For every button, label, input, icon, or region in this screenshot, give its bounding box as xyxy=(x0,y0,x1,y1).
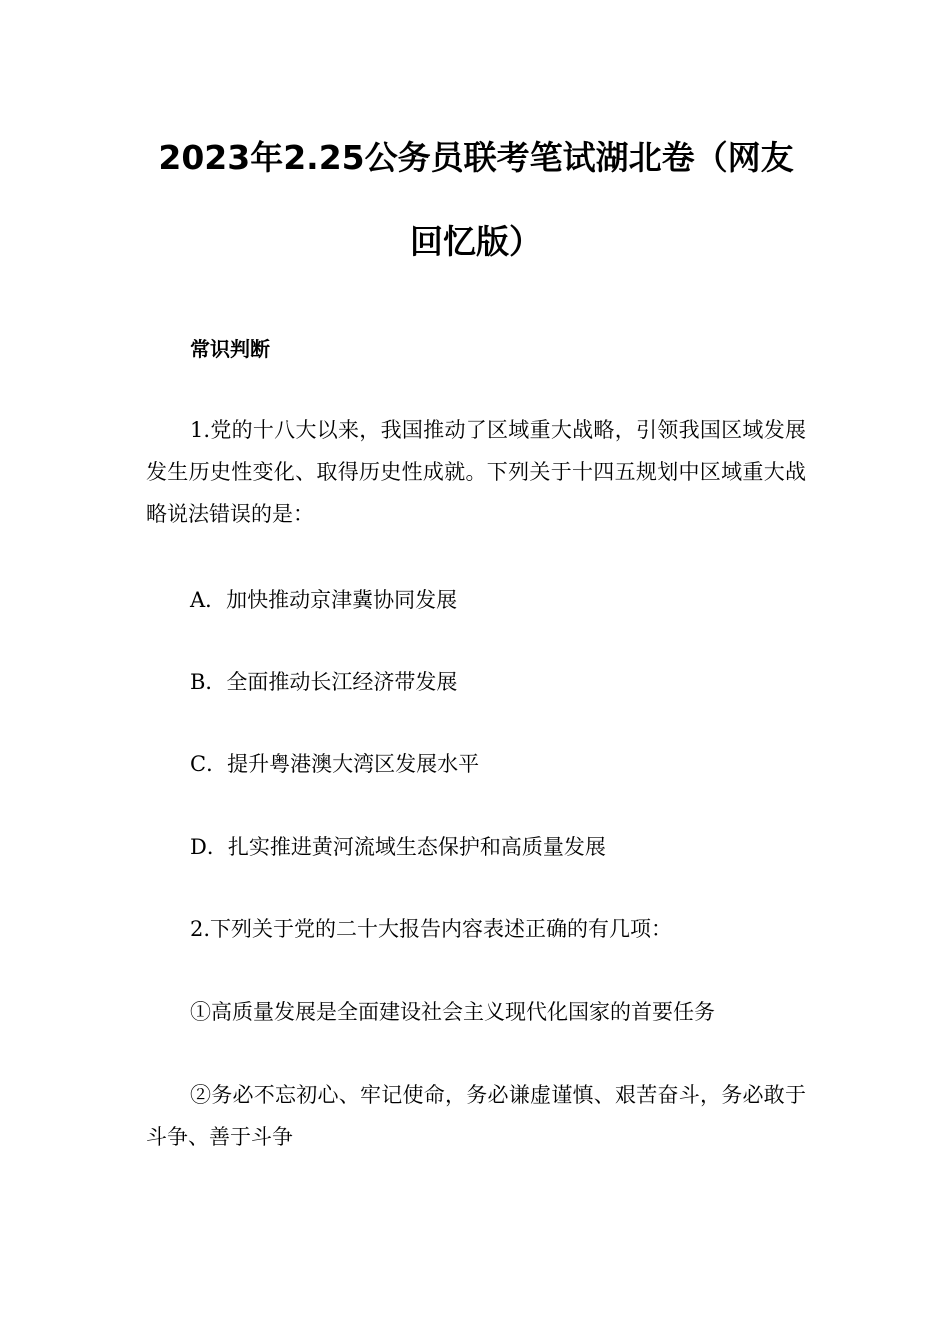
question-2-item-1: ①高质量发展是全面建设社会主义现代化国家的首要任务 xyxy=(190,1000,715,1024)
question-1-option-c: C．提升粤港澳大湾区发展水平 xyxy=(190,752,480,776)
document-title-line-2: 回忆版） xyxy=(410,222,542,261)
question-1-option-b: B．全面推动长江经济带发展 xyxy=(190,670,458,694)
question-2-stem: 2.下列关于党的二十大报告内容表述正确的有几项： xyxy=(190,917,673,941)
section-heading: 常识判断 xyxy=(190,337,270,361)
question-1-option-a: A．加快推动京津冀协同发展 xyxy=(190,588,458,612)
question-1-option-d: D．扎实推进黄河流域生态保护和高质量发展 xyxy=(190,835,606,859)
document-title-line-1: 2023年2.25公务员联考笔试湖北卷（网友 xyxy=(158,138,794,177)
question-2-item-2: ②务必不忘初心、牢记使命，务必谦虚谨慎、艰苦奋斗，务必敢于斗争、善于斗争 xyxy=(146,1083,806,1149)
question-1-stem: 1.党的十八大以来，我国推动了区域重大战略，引领我国区域发展发生历史性变化、取得历史性成就。下列关于十四五规划中区域重大战略说法错误的是： xyxy=(146,418,806,526)
